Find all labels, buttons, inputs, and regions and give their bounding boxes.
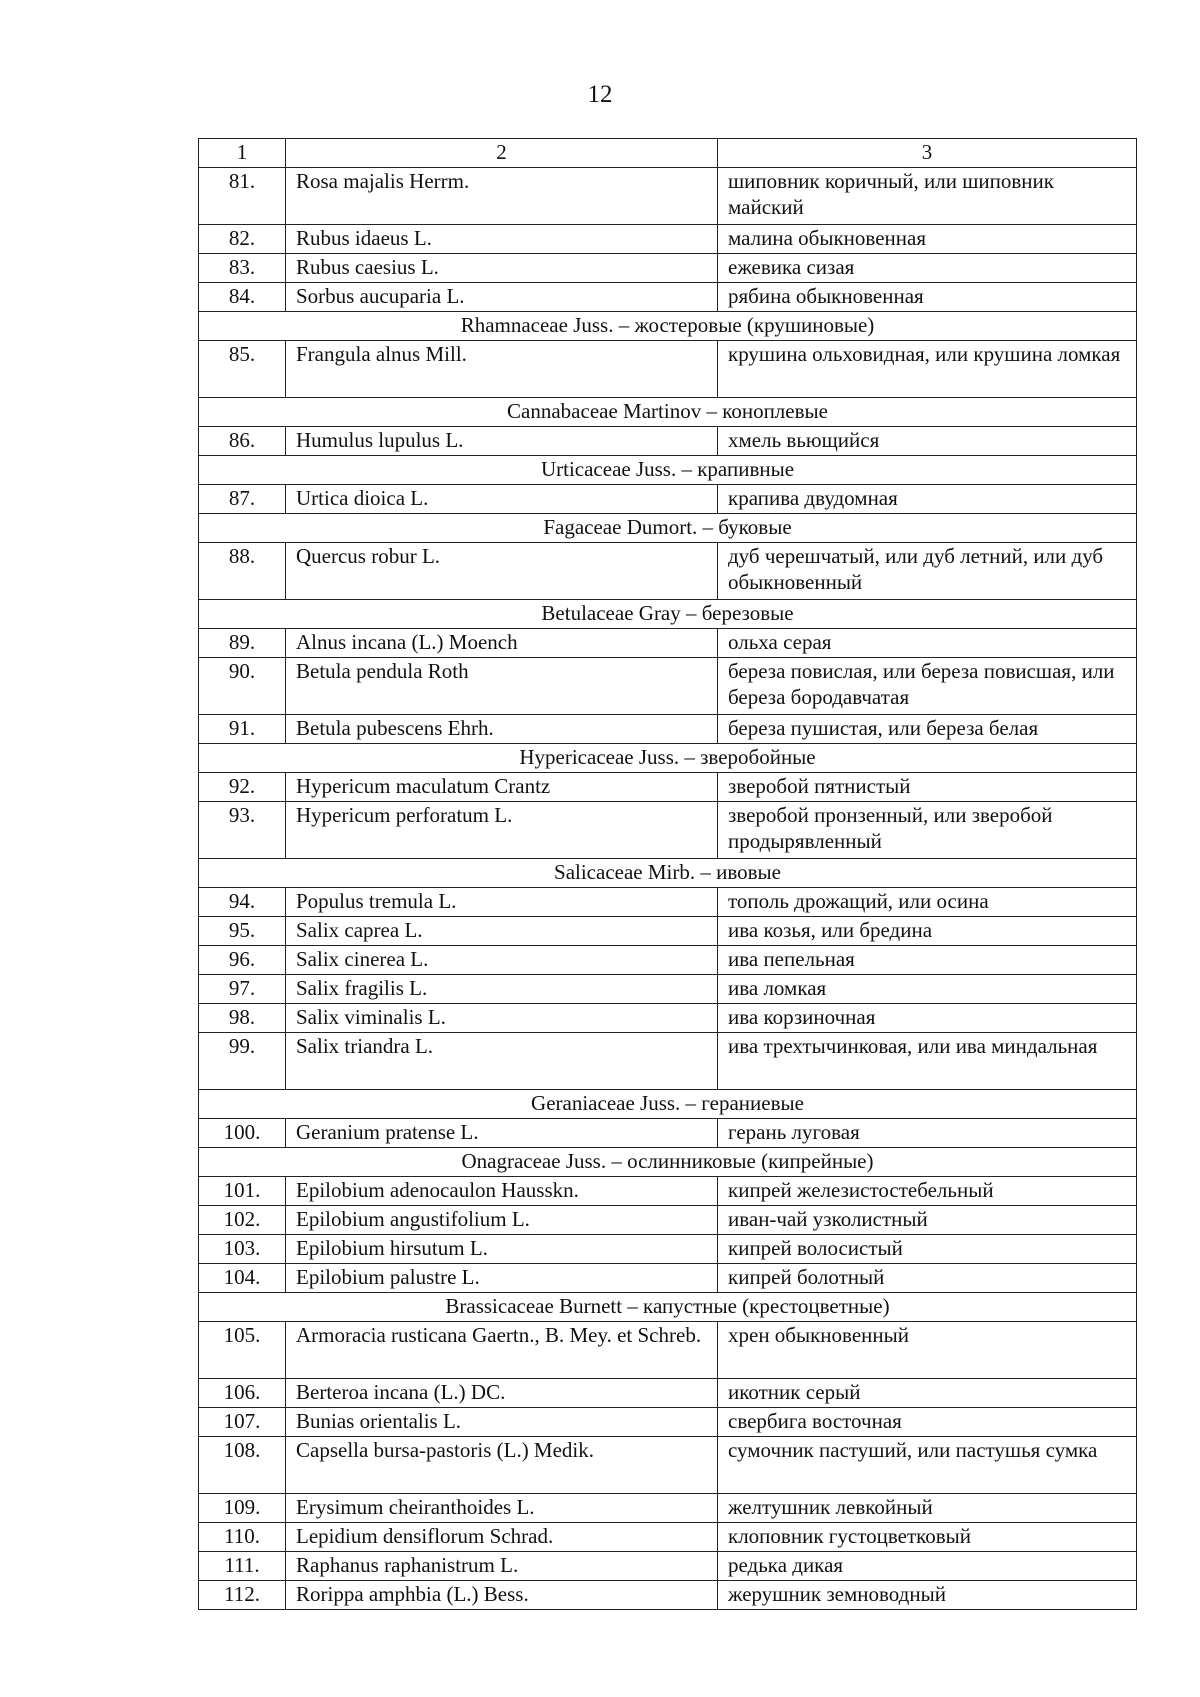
russian-name: иван-чай узколистный [718,1206,1137,1235]
family-row [199,514,1137,543]
latin-name: Betula pendula Roth [286,658,718,715]
table-row [199,1235,1137,1264]
species-table-body [199,139,1137,1610]
row-number: 89. [199,629,286,658]
russian-name: тополь дрожащий, или осина [718,888,1137,917]
latin-name: Berteroa incana (L.) DC. [286,1379,718,1408]
family-row [199,1148,1137,1177]
row-number: 111. [199,1552,286,1581]
table-row [199,341,1137,398]
table-row [199,485,1137,514]
row-number: 103. [199,1235,286,1264]
row-number: 97. [199,975,286,1004]
latin-name: Raphanus raphanistrum L. [286,1552,718,1581]
russian-name: свербига восточная [718,1408,1137,1437]
latin-name: Urtica dioica L. [286,485,718,514]
row-number: 81. [199,168,286,225]
russian-name: герань луговая [718,1119,1137,1148]
family-name: Betulaceae Gray – березовые [199,600,1137,629]
russian-name: кипрей болотный [718,1264,1137,1293]
table-row [199,1379,1137,1408]
russian-name: дуб черешчатый, или дуб летний, или дуб обыкновенный [718,543,1137,600]
row-number: 96. [199,946,286,975]
latin-name: Sorbus aucuparia L. [286,283,718,312]
table-row [199,1523,1137,1552]
row-number: 99. [199,1033,286,1090]
table-row [199,225,1137,254]
latin-name: Salix viminalis L. [286,1004,718,1033]
family-row [199,744,1137,773]
table-row [199,1264,1137,1293]
latin-name: Salix cinerea L. [286,946,718,975]
family-row [199,312,1137,341]
species-table [198,138,1137,1610]
family-row [199,859,1137,888]
table-row [199,1581,1137,1610]
table-row [199,946,1137,975]
russian-name: желтушник левкойный [718,1494,1137,1523]
russian-name: ежевика сизая [718,254,1137,283]
russian-name: ива ломкая [718,975,1137,1004]
latin-name: Epilobium angustifolium L. [286,1206,718,1235]
family-name: Urticaceae Juss. – крапивные [199,456,1137,485]
row-number: 88. [199,543,286,600]
row-number: 109. [199,1494,286,1523]
russian-name: крапива двудомная [718,485,1137,514]
table-row [199,1004,1137,1033]
russian-name: ива корзиночная [718,1004,1137,1033]
row-number: 94. [199,888,286,917]
latin-name: Rosa majalis Herrm. [286,168,718,225]
column-header-2: 2 [286,139,718,168]
table-row [199,168,1137,225]
latin-name: Epilobium hirsutum L. [286,1235,718,1264]
latin-name: Betula pubescens Ehrh. [286,715,718,744]
russian-name: икотник серый [718,1379,1137,1408]
row-number: 98. [199,1004,286,1033]
latin-name: Salix caprea L. [286,917,718,946]
latin-name: Alnus incana (L.) Moench [286,629,718,658]
russian-name: ива трехтычинковая, или ива миндальная [718,1033,1137,1090]
row-number: 105. [199,1322,286,1379]
table-row [199,543,1137,600]
russian-name: сумочник пастуший, или пастушья сумка [718,1437,1137,1494]
family-row [199,600,1137,629]
row-number: 84. [199,283,286,312]
header-row [199,139,1137,168]
family-name: Hypericaceae Juss. – зверобойные [199,744,1137,773]
russian-name: береза повислая, или береза повисшая, или береза бородавчатая [718,658,1137,715]
table-row [199,1437,1137,1494]
row-number: 112. [199,1581,286,1610]
table-row [199,1408,1137,1437]
russian-name: береза пушистая, или береза белая [718,715,1137,744]
table-row [199,975,1137,1004]
column-header-3: 3 [718,139,1137,168]
latin-name: Geranium pratense L. [286,1119,718,1148]
table-row [199,917,1137,946]
row-number: 85. [199,341,286,398]
row-number: 92. [199,773,286,802]
russian-name: редька дикая [718,1552,1137,1581]
latin-name: Erysimum cheiranthoides L. [286,1494,718,1523]
table-row [199,1494,1137,1523]
family-row [199,1090,1137,1119]
table-row [199,1177,1137,1206]
latin-name: Populus tremula L. [286,888,718,917]
row-number: 104. [199,1264,286,1293]
row-number: 93. [199,802,286,859]
table-row [199,658,1137,715]
latin-name: Salix fragilis L. [286,975,718,1004]
russian-name: жерушник земноводный [718,1581,1137,1610]
family-name: Geraniaceae Juss. – гераниевые [199,1090,1137,1119]
russian-name: ольха серая [718,629,1137,658]
row-number: 101. [199,1177,286,1206]
table-row [199,254,1137,283]
russian-name: малина обыкновенная [718,225,1137,254]
row-number: 102. [199,1206,286,1235]
family-row [199,1293,1137,1322]
latin-name: Lepidium densiflorum Schrad. [286,1523,718,1552]
russian-name: ива козья, или бредина [718,917,1137,946]
row-number: 108. [199,1437,286,1494]
row-number: 82. [199,225,286,254]
latin-name: Rubus idaeus L. [286,225,718,254]
latin-name: Humulus lupulus L. [286,427,718,456]
column-header-1: 1 [199,139,286,168]
latin-name: Capsella bursa-pastoris (L.) Medik. [286,1437,718,1494]
table-row [199,1119,1137,1148]
russian-name: рябина обыкновенная [718,283,1137,312]
latin-name: Armoracia rusticana Gaertn., B. Mey. et Schreb. [286,1322,718,1379]
latin-name: Hypericum perforatum L. [286,802,718,859]
latin-name: Rorippa amphbia (L.) Bess. [286,1581,718,1610]
row-number: 106. [199,1379,286,1408]
family-name: Onagraceae Juss. – ослинниковые (кипрейные) [199,1148,1137,1177]
table-row [199,1322,1137,1379]
family-row [199,398,1137,427]
table-row [199,888,1137,917]
row-number: 100. [199,1119,286,1148]
russian-name: крушина ольховидная, или крушина ломкая [718,341,1137,398]
row-number: 110. [199,1523,286,1552]
family-name: Cannabaceae Martinov – коноплевые [199,398,1137,427]
latin-name: Frangula alnus Mill. [286,341,718,398]
family-name: Salicaceae Mirb. – ивовые [199,859,1137,888]
russian-name: ива пепельная [718,946,1137,975]
table-row [199,629,1137,658]
russian-name: клоповник густоцветковый [718,1523,1137,1552]
latin-name: Epilobium palustre L. [286,1264,718,1293]
russian-name: кипрей железистостебельный [718,1177,1137,1206]
row-number: 91. [199,715,286,744]
row-number: 90. [199,658,286,715]
russian-name: хрен обыкновенный [718,1322,1137,1379]
table-row [199,715,1137,744]
table-row [199,1033,1137,1090]
latin-name: Epilobium adenocaulon Hausskn. [286,1177,718,1206]
table-row [199,1206,1137,1235]
russian-name: шиповник коричный, или шиповник майский [718,168,1137,225]
russian-name: зверобой пронзенный, или зверобой продырявленный [718,802,1137,859]
row-number: 86. [199,427,286,456]
table-row [199,1552,1137,1581]
family-row [199,456,1137,485]
table-row [199,427,1137,456]
family-name: Fagaceae Dumort. – буковые [199,514,1137,543]
table-row [199,802,1137,859]
family-name: Rhamnaceae Juss. – жостеровые (крушиновые) [199,312,1137,341]
latin-name: Rubus caesius L. [286,254,718,283]
row-number: 87. [199,485,286,514]
russian-name: зверобой пятнистый [718,773,1137,802]
table-row [199,773,1137,802]
table-row [199,283,1137,312]
russian-name: хмель вьющийся [718,427,1137,456]
row-number: 95. [199,917,286,946]
latin-name: Bunias orientalis L. [286,1408,718,1437]
row-number: 107. [199,1408,286,1437]
family-name: Brassicaceae Burnett – капустные (крестоцветные) [199,1293,1137,1322]
latin-name: Hypericum maculatum Crantz [286,773,718,802]
row-number: 83. [199,254,286,283]
latin-name: Quercus robur L. [286,543,718,600]
page-number: 12 [587,81,613,108]
russian-name: кипрей волосистый [718,1235,1137,1264]
latin-name: Salix triandra L. [286,1033,718,1090]
